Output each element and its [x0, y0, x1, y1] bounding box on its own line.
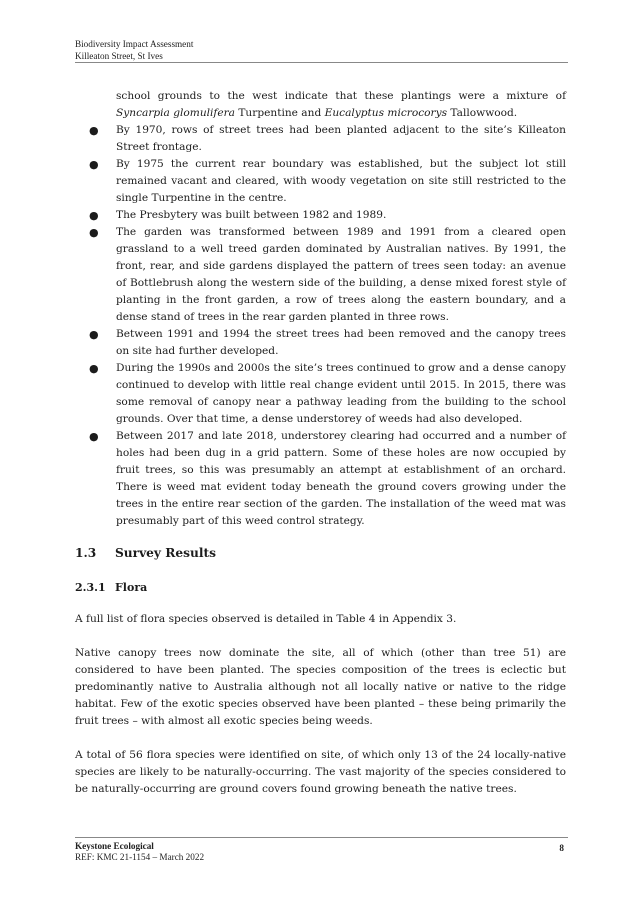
- list-item: ● During the 1990s and 2000s the site’s trees continued to grow and a dense canopy continued to develop with little real change evident until 2015. In 2015, there was some removal of canopy near a pathway leading from the building to the school grounds. Over that time, a dense understorey of weeds had also developed.: [89, 362, 566, 425]
- footer-reference: REF: KMC 21-1154 – March 2022: [75, 852, 205, 862]
- species-name: Syncarpia glomulifera: [116, 107, 235, 119]
- bullet-continuation: school grounds to the west indicate that these plantings were a mixture of Syncarpia glomulifera Turpentine and Eucalyptus microcorys Tallowwood.: [116, 90, 566, 119]
- bullet-icon: ●: [89, 328, 99, 341]
- history-bullet-list: [75, 122, 566, 530]
- subsection-title: Flora: [115, 581, 148, 594]
- footer-company: Keystone Ecological: [75, 841, 154, 851]
- footer-divider: [75, 837, 568, 838]
- section-number: 1.3: [75, 546, 97, 560]
- bullet-icon: ●: [89, 362, 99, 375]
- page-number: 8: [559, 843, 564, 853]
- header-report-title: Biodiversity Impact Assessment: [75, 39, 194, 49]
- paragraph: Native canopy trees now dominate the site, all of which (other than tree 51) are considered to have been planted. The species composition of the trees is eclectic but predominantly native to Australia although not all locally native or native to the ridge habitat. Few of the exotic species observed have been planted – these being primarily the fruit trees – with almost all exotic species being weeds.: [75, 647, 566, 727]
- running-header: [75, 38, 568, 62]
- section-heading: [75, 545, 566, 562]
- bullet-icon: ●: [89, 209, 99, 222]
- header-site-address: Killeaton Street, St Ives: [75, 51, 163, 61]
- list-item: ● The garden was transformed between 1989 and 1991 from a cleared open grassland to a well treed garden dominated by Australian natives. By 1991, the front, rear, and side gardens displayed the pattern of trees seen today: an avenue of Bottlebrush along the western side of the building, a dense mixed forest style of planting in the front garden, a row of trees along the eastern boundary, and a dense stand of trees in the rear garden planted in three rows.: [89, 226, 566, 323]
- species-name: Eucalyptus microcorys: [324, 107, 448, 119]
- bullet-icon: ●: [89, 430, 99, 443]
- paragraph: A full list of flora species observed is detailed in Table 4 in Appendix 3.: [75, 613, 457, 625]
- page-body: [75, 88, 566, 798]
- subsection-heading: [75, 579, 566, 596]
- bullet-icon: ●: [89, 226, 99, 239]
- running-footer: [75, 841, 568, 863]
- list-item: ● The Presbytery was built between 1982 and 1989.: [89, 209, 387, 222]
- subsection-number: 2.3.1: [75, 581, 106, 594]
- paragraph: A total of 56 flora species were identified on site, of which only 13 of the 24 locally-native species are likely to be naturally-occurring. The vast majority of the species considered to be naturally-occurring are ground covers found growing beneath the native trees.: [75, 749, 566, 795]
- header-divider: [75, 62, 568, 63]
- list-item: ● Between 2017 and late 2018, understorey clearing had occurred and a number of holes had been dug in a grid pattern. Some of these holes are now occupied by fruit trees, so this was presumably an attempt at establishment of an orchard. There is weed mat evident today beneath the ground covers growing under the trees in the entire rear section of the garden. The installation of the weed mat was presumably part of this weed control strategy.: [89, 430, 566, 527]
- list-item: ● By 1970, rows of street trees had been planted adjacent to the site’s Killeaton Street frontage.: [89, 124, 566, 153]
- bullet-icon: ●: [89, 124, 99, 137]
- bullet-icon: ●: [89, 158, 99, 171]
- section-title: Survey Results: [115, 546, 216, 560]
- list-item: ● Between 1991 and 1994 the street trees had been removed and the canopy trees on site had further developed.: [89, 328, 566, 357]
- list-item: ● By 1975 the current rear boundary was established, but the subject lot still remained vacant and cleared, with woody vegetation on site still restricted to the single Turpentine in the centre.: [89, 158, 566, 204]
